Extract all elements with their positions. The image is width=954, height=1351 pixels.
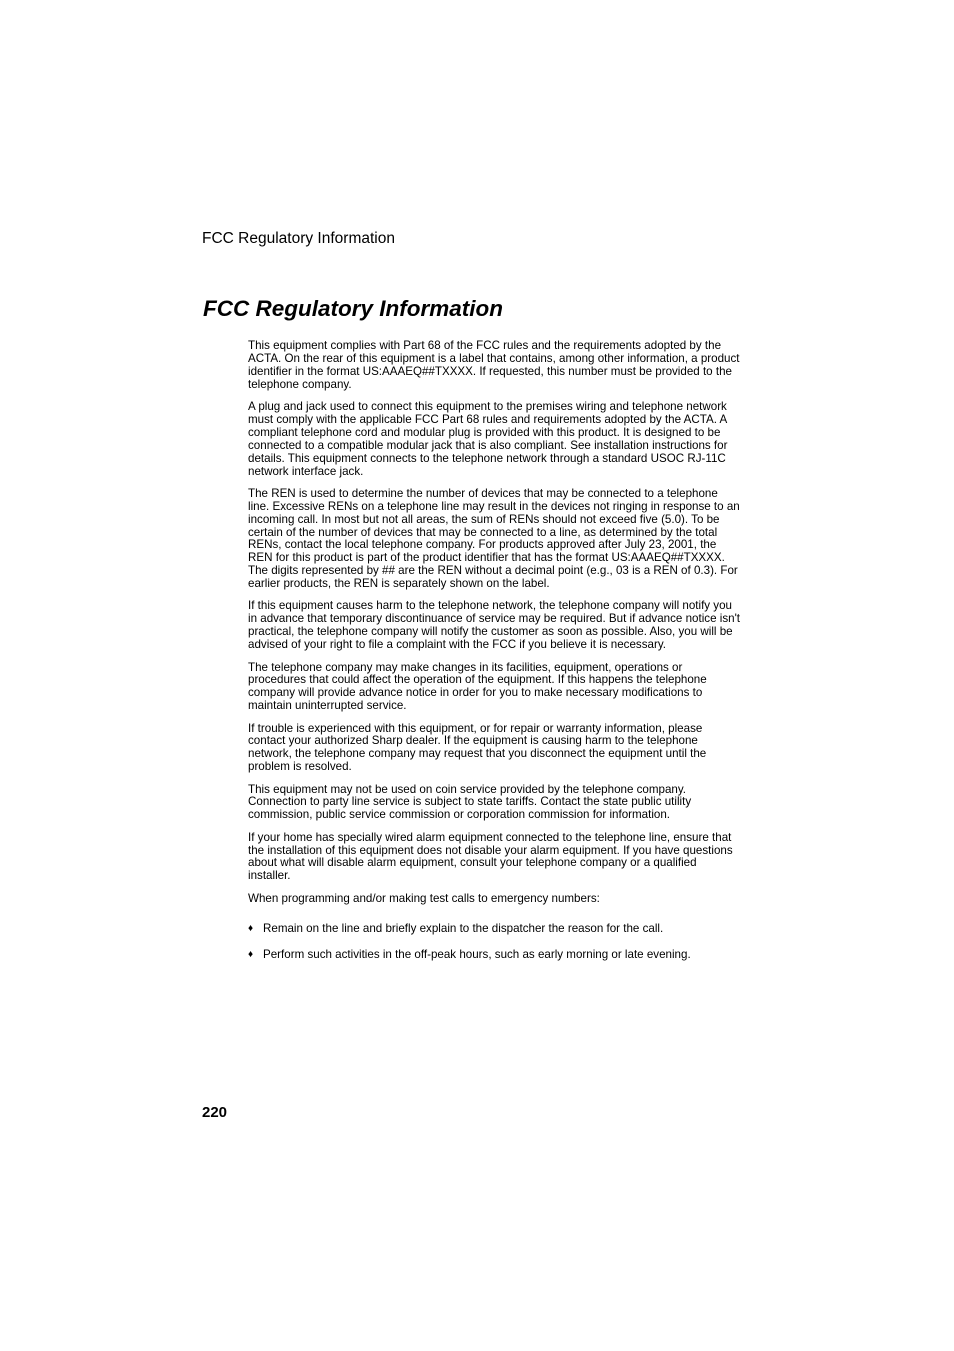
paragraph-network-harm: If this equipment causes harm to the telephone network, the telephone company will notify you in advance that temporary discontinuance of service may be required. But if advance notice isn't practical, the telephone company will notify the customer as soon as possible. Also, you will be advised of your right to file a complaint with the FCC if you believe it is necessary. bbox=[248, 599, 740, 652]
paragraph-plug-and-jack: A plug and jack used to connect this equipment to the premises wiring and telephone network must comply with the applicable FCC Part 68 rules and requirements adopted by the ACTA. A compliant telephone cord and modular plug is provided with this product. It is designed to be connected to a compatible modular jack that is also compliant. See installation instructions for details. This equipment connects to the telephone network through a standard USOC RJ-11C network interface jack. bbox=[248, 400, 728, 478]
paragraph-trouble-repair: If trouble is experienced with this equipment, or for repair or warranty information, please contact your authorized Sharp dealer. If the equipment is causing harm to the telephone network, the telephone company may request that you disconnect the equipment until the problem is resolved. bbox=[248, 721, 707, 774]
paragraph-part-68-compliance: This equipment complies with Part 68 of the FCC rules and the requirements adopted by the ACTA. On the rear of this equipment is a label that contains, among other information, a product identifier in the format US:AAAEQ##TXXXX. If requested, this number must be provided to the telephone company. bbox=[248, 339, 740, 391]
bullet-text: Perform such activities in the off-peak hours, such as early morning or late evening. bbox=[263, 948, 691, 962]
paragraph-ren: The REN is used to determine the number of devices that may be connected to a telephone line. Excessive RENs on a telephone line may result in the devices not ringing in response to an incoming call. In most but not all areas, the sum of RENs should not exceed five (5.0). To be certain of the number of devices that may be connected to a line, as determined by the total RENs, contact the local telephone company. For products approved after July 23, 2001, the REN for this product is part of the product identifier that has the format US:AAAEQ##TXXXX. The digits represented by ## are the REN without a decimal point (e.g., 03 is a REN of 0.3). For earlier products, the REN is separately shown on the label. bbox=[248, 486, 740, 591]
body-text bbox=[248, 340, 740, 962]
paragraph-telephone-company-changes: The telephone company may make changes in its facilities, equipment, operations or procedures that could affect the operation of the equipment. If this happens the telephone company will provide advance notice in order for you to make necessary modifications to maintain uninterrupted service. bbox=[248, 660, 707, 713]
bullet-item-remain-on-line bbox=[248, 923, 740, 936]
bullet-item-off-peak-hours bbox=[248, 949, 740, 962]
paragraph-emergency-intro: When programming and/or making test calls to emergency numbers: bbox=[248, 891, 600, 905]
paragraph-alarm-equipment: If your home has specially wired alarm equipment connected to the telephone line, ensure that the installation of this equipment does not disable your alarm equipment. If you have questions about what will disable alarm equipment, consult your telephone company or a qualified installer. bbox=[248, 830, 733, 883]
page-title: FCC Regulatory Information bbox=[203, 296, 504, 321]
paragraph-coin-service: This equipment may not be used on coin service provided by the telephone company. Connection to party line service is subject to state tariffs. Contact the state public utility commission, public service commission or corporation commission for information. bbox=[248, 782, 692, 822]
diamond-bullet-icon: ♦ bbox=[248, 922, 254, 934]
page-number: 220 bbox=[202, 1104, 228, 1121]
running-header: FCC Regulatory Information bbox=[202, 230, 395, 247]
bullet-text: Remain on the line and briefly explain to the dispatcher the reason for the call. bbox=[263, 921, 664, 935]
diamond-bullet-icon: ♦ bbox=[248, 949, 254, 961]
